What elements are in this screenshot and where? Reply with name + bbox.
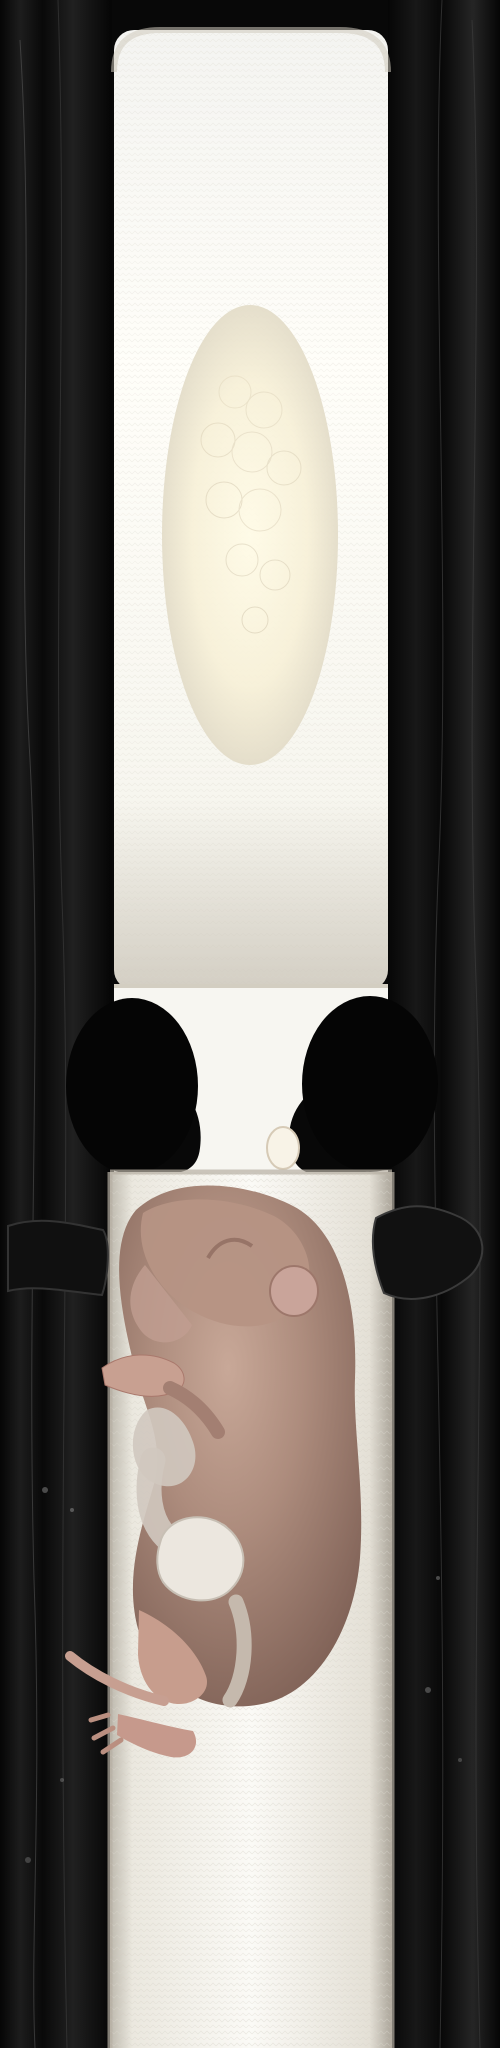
- translucent-oval-insert: [162, 305, 338, 765]
- left-cutout-circle: [66, 998, 198, 1174]
- small-white-droplet: [267, 1127, 299, 1169]
- right-cutout-circle: [302, 996, 438, 1172]
- left-black-tape: [8, 1221, 108, 1295]
